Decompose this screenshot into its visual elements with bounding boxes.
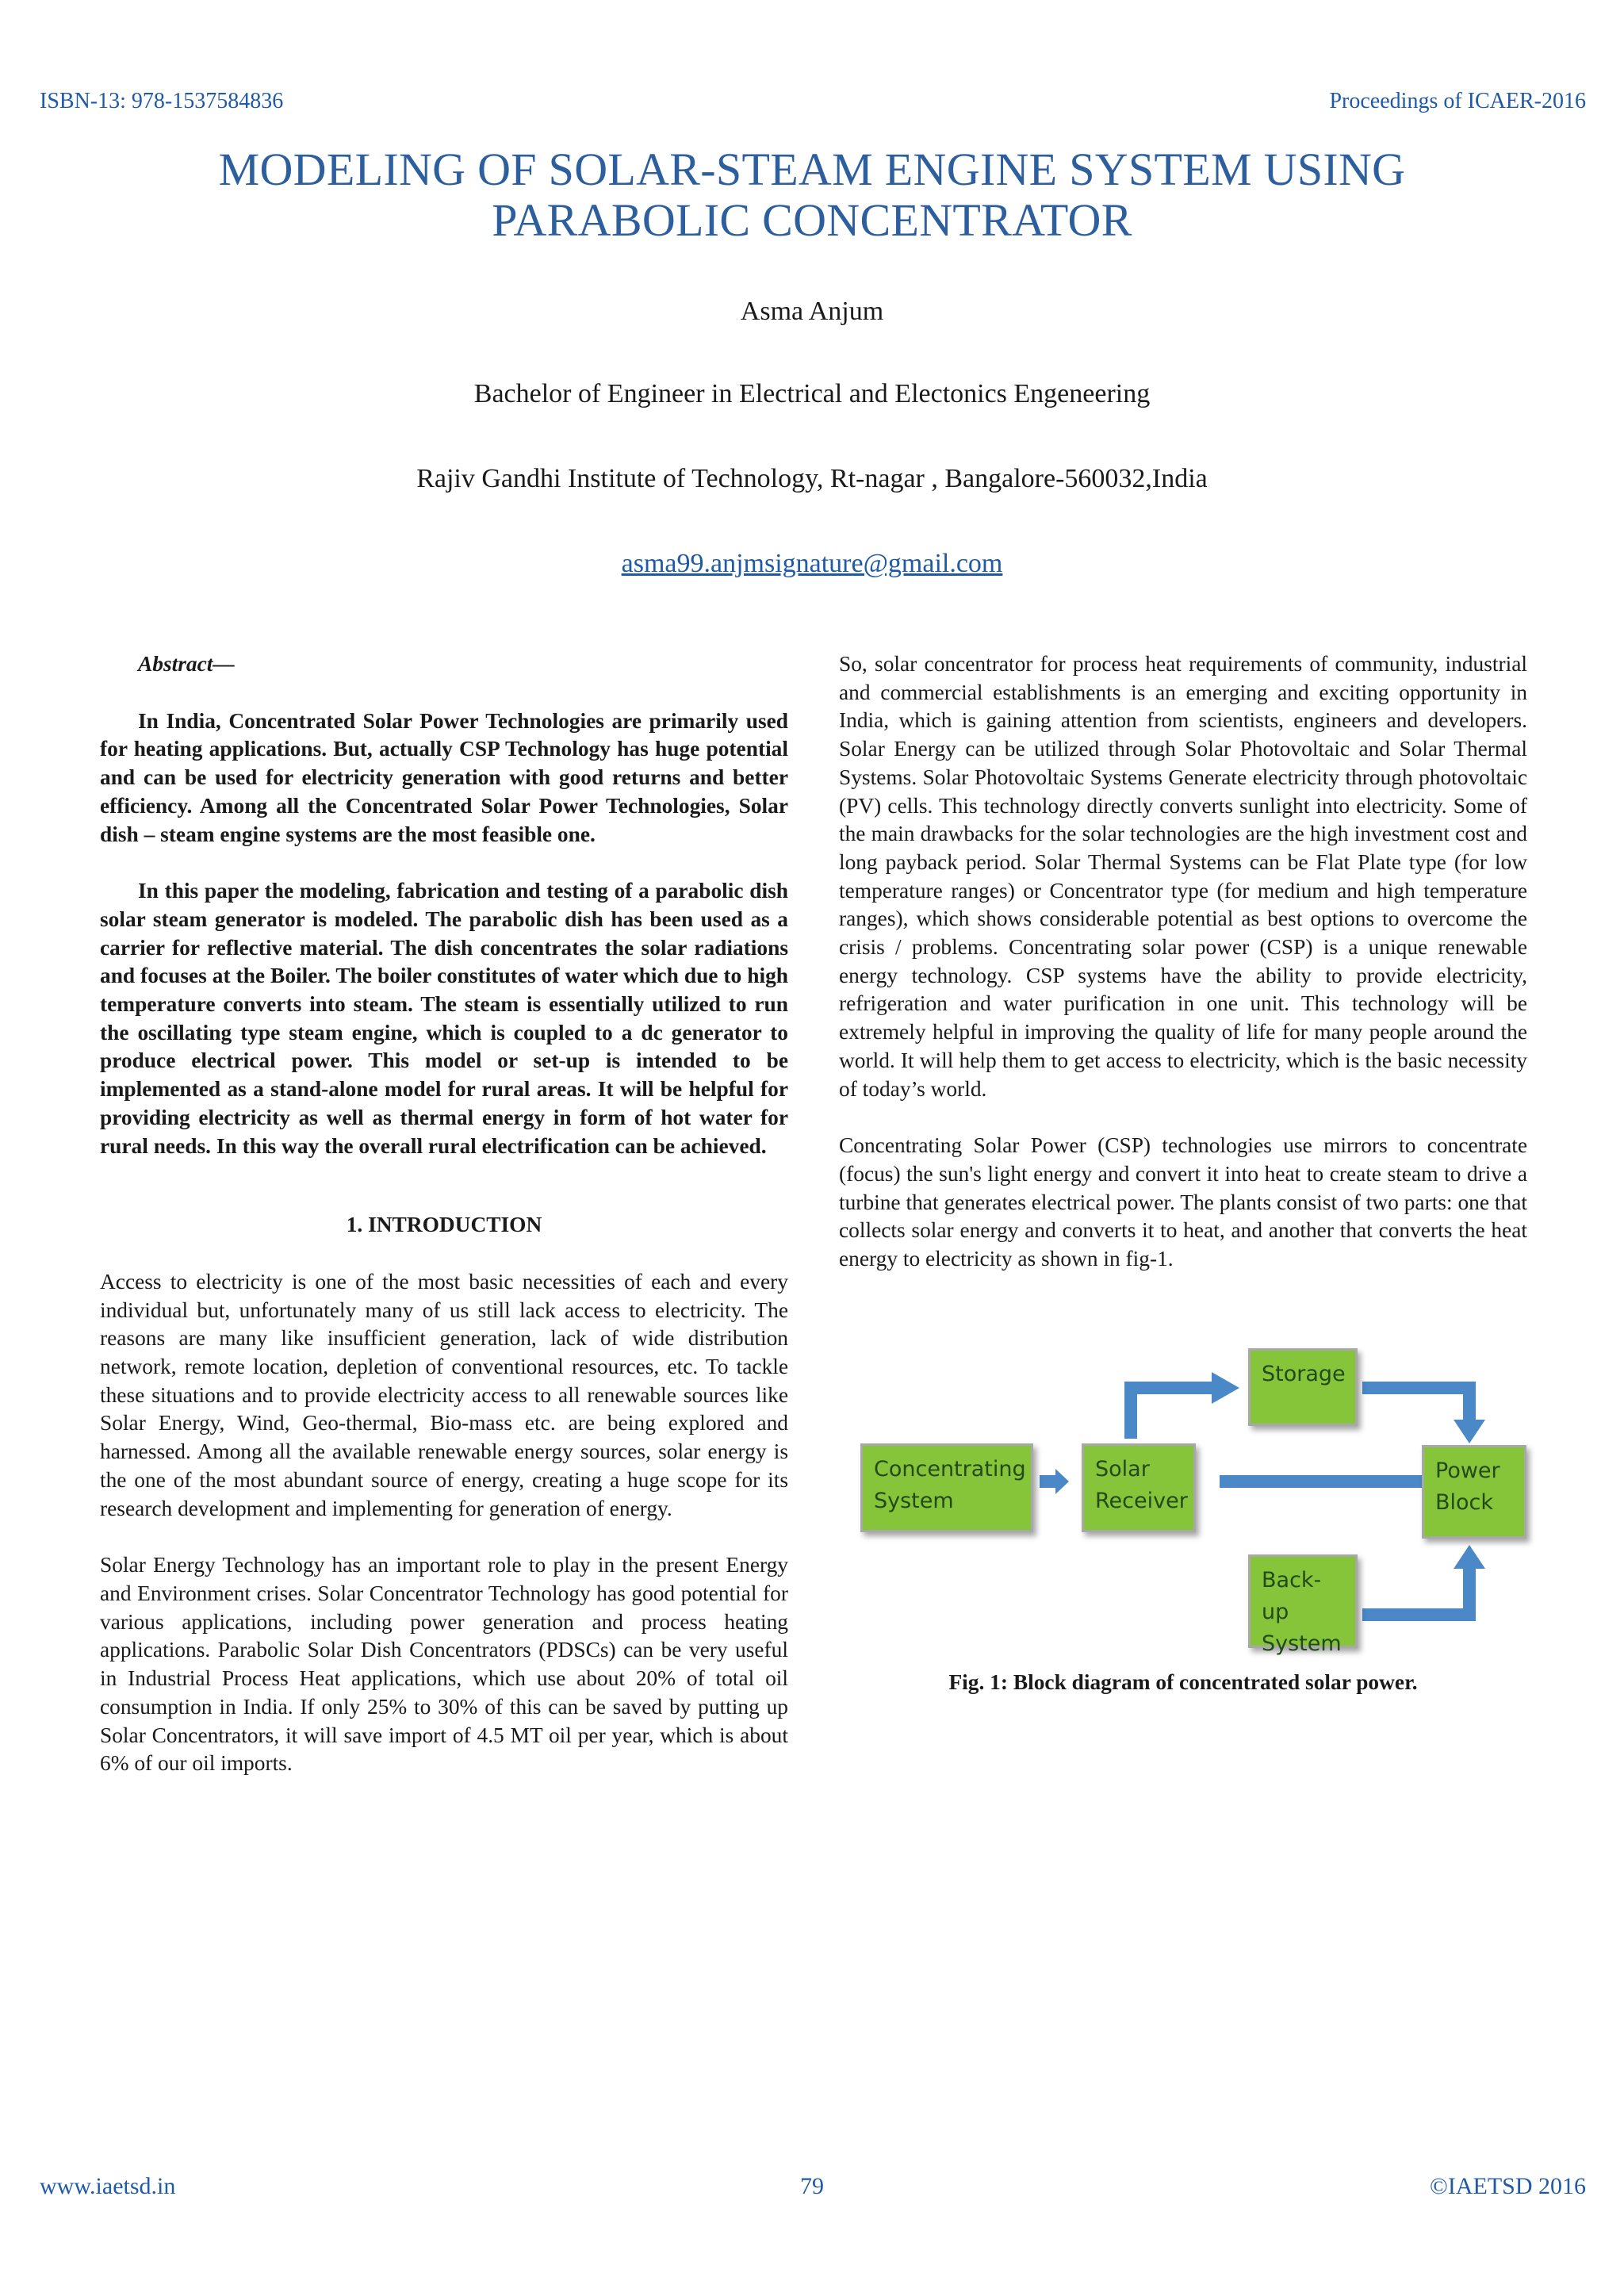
page-number: 79 bbox=[800, 2173, 824, 2199]
author-email-link[interactable]: asma99.anjmsignature@gmail.com bbox=[621, 549, 1003, 578]
figure-caption: Fig. 1: Block diagram of concentrated solar power. bbox=[948, 1669, 1418, 1694]
storage-box: Storage bbox=[1248, 1348, 1358, 1426]
intro-paragraph-1: Access to electricity is one of the most basic necessities of each and every individual but, unfortunately many of us still lack access to electricity. The reasons are many like insufficient generation, lack of wide distribution network, remote location, depletion of conventional resources, etc. To tackle these situations and to provide electricity access to all renewable sources like Solar Energy, Wind, Geo-thermal, Bio-mass etc. are being explored and harnessed. Among all the available renewable energy sources, solar energy is the one of the most abundant source of energy, creating a huge scope for its research development and implementing for generation of energy. bbox=[100, 1269, 788, 1520]
paper-title: MODELING OF SOLAR-STEAM ENGINE SYSTEM USING PARABOLIC CONCENTRATOR bbox=[218, 144, 1406, 246]
concentrating-system-box: Concentrating System bbox=[860, 1443, 1033, 1532]
arrow-receiver-to-power bbox=[1220, 1466, 1454, 1497]
backup-system-box: Back-up System bbox=[1248, 1554, 1358, 1648]
footer-website-link[interactable]: www.iaetsd.in bbox=[40, 2173, 176, 2199]
proceedings-header: Proceedings of ICAER-2016 bbox=[1329, 89, 1586, 113]
abstract-label: Abstract— bbox=[138, 652, 235, 676]
body-paragraph-3: So, solar concentrator for process heat requirements of community, industrial and commercial establishments is an emerging and exciting opportunity in India, which is gaining attention from scientists, engineers and developers. Solar Energy can be utilized through Solar Photovoltaic and Solar Thermal Systems. Solar Photovoltaic Systems Generate electricity through photovoltaic (PV) cells. This technology directly converts sunlight into electricity. Some of the main drawbacks for the solar technologies are the high investment cost and long payback period. Solar Thermal Systems can be Flat Plate type (for low temperature ranges) or Concentrator type (for medium and high temperature ranges), which shows considerable potential as best options to overcome the crisis / problems. Concentrating solar power (CSP) is a unique renewable energy technology. CSP systems have the ability to provide electricity, refrigeration and water purification in one unit. This technology will be extremely helpful in improving the quality of life for many people around the world. It will help them to get access to electricity, which is the basic necessity of today’s world. bbox=[839, 652, 1527, 1101]
footer-copyright: ©IAETSD 2016 bbox=[1430, 2173, 1586, 2199]
arrow-backup-to-power bbox=[1362, 1545, 1485, 1621]
intro-paragraph-2: Solar Energy Technology has an important role to play in the present Energy and Environment crises. Solar Concentrator Technology has good potential for various applications, including power generation and process heating applications. Parabolic Solar Dish Concentrators (PDSCs) can be very useful in Industrial Process Heat applications, which use about 20% of total oil consumption in India. If only 25% to 30% of this can be saved by putting up Solar Concentrators, it will save import of 4.5 MT oil per year, which is about 6% of our oil imports. bbox=[100, 1553, 788, 1776]
body-paragraph-4: Concentrating Solar Power (CSP) technologies use mirrors to concentrate (focus) the sun's light energy and convert it into heat to create steam to drive a turbine that generates electrical power. The plants consist of two parts: one that collects solar energy and converts it to heat, and another that converts the heat energy to electricity as shown in fig-1. bbox=[839, 1133, 1527, 1271]
arrow-storage-to-power bbox=[1362, 1382, 1485, 1443]
csp-block-diagram bbox=[839, 1302, 1527, 1667]
author-institution: Rajiv Gandhi Institute of Technology, Rt-nagar , Bangalore-560032,India bbox=[416, 464, 1208, 493]
author-name: Asma Anjum bbox=[740, 297, 884, 326]
isbn-header: ISBN-13: 978-1537584836 bbox=[40, 89, 284, 113]
right-column bbox=[839, 650, 1527, 1696]
section-heading-introduction: 1. INTRODUCTION bbox=[346, 1213, 542, 1237]
abstract-paragraph-2: In this paper the modeling, fabrication and testing of a parabolic dish solar steam generator is modeled. The parabolic dish has been used as a carrier for reflective material. The dish concentrates the solar radiations and focuses at the Boiler. The boiler constitutes of water which due to high temperature converts into steam. The steam is essentially utilized to run the oscillating type steam engine, which is coupled to a dc generator to produce electrical power. This model or set-up is intended to be implemented as a stand-alone model for rural areas. It will be helpful for providing electricity as well as thermal energy in form of hot water for rural needs. In this way the overall rural electrification can be achieved. bbox=[100, 879, 788, 1158]
abstract-paragraph-1: In India, Concentrated Solar Power Technologies are primarily used for heating applications. But, actually CSP Technology has huge potential and can be used for electricity generation with good returns and better efficiency. Among all the Concentrated Solar Power Technologies, Solar dish – steam engine systems are the most feasible one. bbox=[100, 708, 788, 846]
left-column bbox=[100, 650, 788, 1807]
author-degree: Bachelor of Engineer in Electrical and Electonics Engeneering bbox=[473, 379, 1151, 408]
solar-receiver-box: Solar Receiver bbox=[1082, 1443, 1196, 1532]
arrow-concentrating-to-receiver bbox=[1040, 1469, 1069, 1494]
arrow-receiver-to-storage bbox=[1124, 1372, 1239, 1439]
power-block-box: Power Block bbox=[1422, 1445, 1526, 1539]
